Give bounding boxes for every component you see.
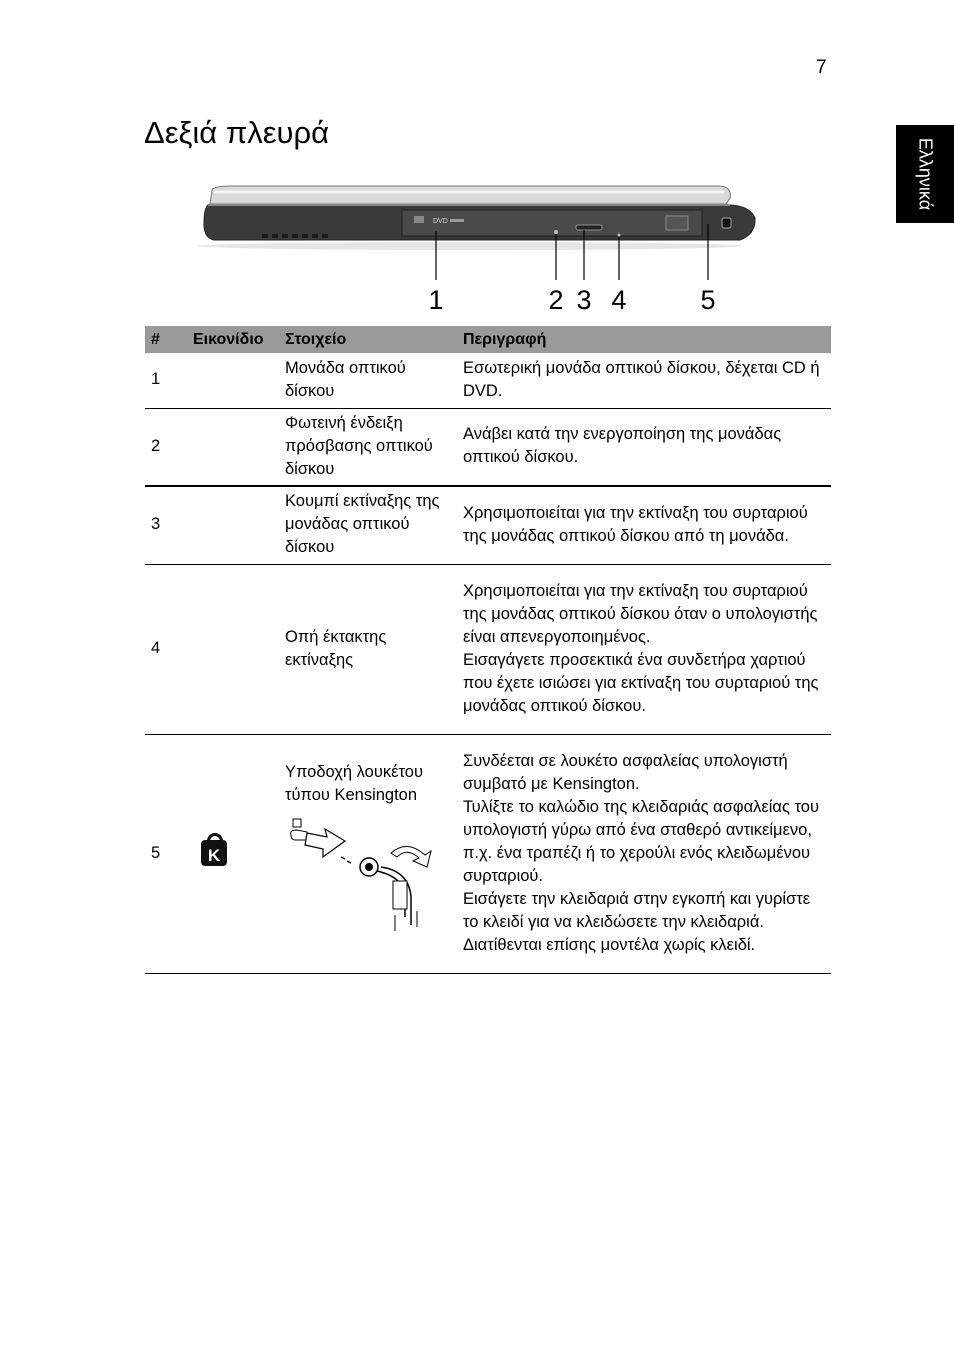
callout-1: 1 [428, 285, 444, 315]
svg-text:DVD: DVD [433, 218, 448, 225]
description-line: Ανάβει κατά την ενεργοποίηση της μονάδας οπτικού δίσκου. [463, 425, 782, 467]
row-icon-cell [187, 408, 279, 486]
header-number: # [145, 326, 187, 353]
kensington-lock-illustration [285, 815, 435, 933]
page-title: Δεξιά πλευρά [144, 115, 330, 150]
row-item: Μονάδα οπτικού δίσκου [279, 353, 457, 408]
description-line: Χρησιμοποιείται για την εκτίναξη του συρταριού της μονάδας οπτικού δίσκου από τη μονάδα. [463, 503, 808, 545]
description-line: Εσωτερική μονάδα οπτικού δίσκου, δέχεται CD ή DVD. [463, 358, 820, 400]
table-row [145, 408, 831, 486]
row-description [457, 486, 831, 564]
row-number: 3 [145, 486, 187, 564]
row-item: Οπή έκτακτης εκτίναξης [279, 564, 457, 734]
table-row [145, 564, 831, 734]
page-number: 7 [816, 57, 827, 78]
row-number: 2 [145, 408, 187, 486]
header-description: Περιγραφή [457, 326, 831, 353]
description-line: Διατίθενται επίσης μοντέλα χωρίς κλειδί. [463, 935, 756, 954]
kensington-lock-icon [201, 840, 227, 866]
laptop-right-side-diagram [190, 178, 770, 318]
kensington-icon-letter: K [207, 845, 221, 865]
description-line: Τυλίξτε το καλώδιο της κλειδαριάς ασφαλείας του υπολογιστή γύρω από ένα σταθερό αντικείμενο, π.χ. ένα τραπέζι ή το χερούλι ενός κλειδωμένου συρταριού. [463, 797, 819, 885]
callout-2: 2 [548, 285, 564, 315]
header-icon: Εικονίδιο [187, 326, 279, 353]
callout-5: 5 [700, 285, 716, 315]
table-row [145, 486, 831, 564]
row-number: 5 [145, 734, 187, 973]
language-tab-label: Ελληνικά [915, 137, 936, 211]
row-description [457, 734, 831, 973]
row-description [457, 564, 831, 734]
components-table [145, 326, 831, 974]
row-number: 4 [145, 564, 187, 734]
table-row [145, 353, 831, 408]
row-description [457, 353, 831, 408]
table-row [145, 734, 831, 973]
row-item: Υποδοχή λουκέτου τύπου Kensington [285, 762, 423, 804]
laptop-side-illustration [190, 178, 770, 318]
table-header-row [145, 326, 831, 353]
row-item: Φωτεινή ένδειξη πρόσβασης οπτικού δίσκου [279, 408, 457, 486]
row-description [457, 408, 831, 486]
row-item-cell [279, 734, 457, 973]
row-icon-cell [187, 564, 279, 734]
description-line: Εισαγάγετε προσεκτικά ένα συνδετήρα χαρτιού που έχετε ισιώσει για εκτίναξη του συρταριού της μονάδας οπτικού δίσκου. [463, 650, 819, 715]
description-line: Χρησιμοποιείται για την εκτίναξη του συρταριού της μονάδας οπτικού δίσκου όταν ο υπολογιστής είναι απενεργοποιημένος. [463, 581, 818, 646]
row-item: Κουμπί εκτίναξης της μονάδας οπτικού δίσκου [279, 486, 457, 564]
row-icon-cell [187, 353, 279, 408]
row-number: 1 [145, 353, 187, 408]
description-line: Εισάγετε την κλειδαριά στην εγκοπή και γυρίστε το κλειδί για να κλειδώσετε την κλειδαριά. [463, 889, 811, 931]
description-line: Συνδέεται σε λουκέτο ασφαλείας υπολογιστή συμβατό με Kensington. [463, 751, 788, 793]
header-item: Στοιχείο [279, 326, 457, 353]
callout-4: 4 [611, 285, 627, 315]
row-icon-cell [187, 734, 279, 973]
language-tab [896, 125, 954, 223]
row-icon-cell [187, 486, 279, 564]
callout-3: 3 [576, 285, 592, 315]
